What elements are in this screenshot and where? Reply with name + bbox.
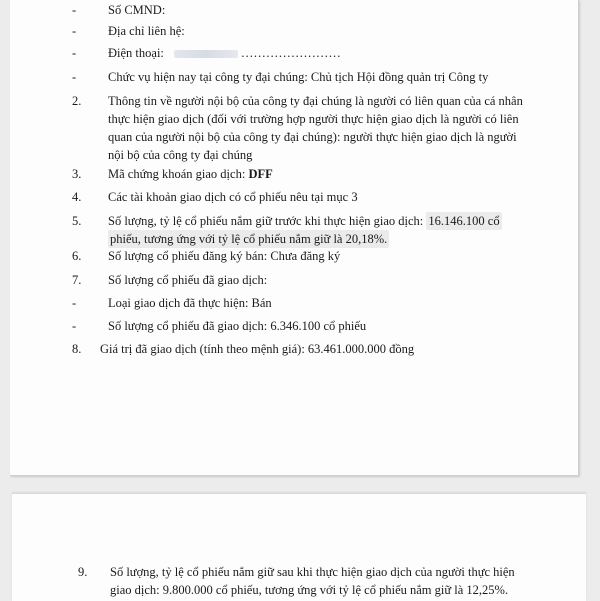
item-3-text: [108, 165, 273, 183]
item-8-text: Giá trị đã giao dịch (tính theo mệnh giá): 63.461.000.000 đồng: [100, 342, 415, 356]
phone-field: [108, 44, 341, 62]
phone-label: Điện thoại:: [108, 46, 164, 60]
phone-dots: ……………………: [240, 46, 341, 60]
list-marker: 9.: [78, 565, 88, 579]
item-2-line: Thông tin về người nội bộ của công ty đại chúng là người có liên quan của cá nhân: [108, 94, 523, 108]
list-marker: -: [72, 70, 77, 84]
item-2-line: thực hiện giao dịch (đối với trường hợp người thực hiện giao dịch là người có liên: [108, 112, 519, 126]
item-2-text: [108, 92, 523, 164]
list-marker: -: [72, 46, 77, 60]
item-2-line: nội bộ của công ty đại chúng: [108, 148, 253, 162]
list-marker: -: [72, 3, 77, 17]
list-marker: 4.: [72, 190, 82, 204]
redacted-phone: [174, 50, 238, 58]
document-page-1: [10, 0, 579, 476]
stock-code: DFF: [248, 167, 273, 181]
item-6-text: Số lượng cổ phiếu đăng ký bán: Chưa đăng ký: [108, 249, 341, 263]
item-4-text: Các tài khoản giao dịch có cổ phiếu nêu tại mục 3: [108, 190, 358, 204]
id-number-label: Số CMND:: [108, 3, 166, 17]
item-9-text: [110, 563, 515, 599]
traded-quantity: Số lượng cổ phiếu đã giao dịch: 6.346.100 cổ phiếu: [108, 319, 367, 333]
document-page-2: [12, 493, 586, 601]
item-9-line: giao dịch: 9.800.000 cổ phiếu, tương ứng với tỷ lệ cổ phiếu nắm giữ là 12,25%.: [110, 583, 509, 597]
transaction-type: Loại giao dịch đã thực hiện: Bán: [108, 296, 272, 310]
stock-code-label: Mã chứng khoán giao dịch:: [108, 167, 249, 181]
address-label: Địa chỉ liên hệ:: [108, 24, 185, 38]
list-marker: -: [72, 296, 77, 310]
list-marker: -: [72, 24, 77, 38]
list-marker: -: [72, 319, 77, 333]
list-marker: 2.: [72, 94, 82, 108]
list-marker: 7.: [72, 273, 82, 287]
position-text: Chức vụ hiện nay tại công ty đại chúng: Chủ tịch Hội đồng quản trị Công ty: [108, 70, 489, 84]
item-9-line: Số lượng, tỷ lệ cổ phiếu nắm giữ sau khi thực hiện giao dịch của người thực hiện: [110, 565, 515, 579]
item-2-line: quan của người nội bộ của công ty đại chúng): người thực hiện giao dịch là người: [108, 130, 517, 144]
list-marker: 3.: [72, 167, 82, 181]
list-marker: 6.: [72, 249, 82, 263]
item-5-line1: Số lượng, tỷ lệ cổ phiếu nắm giữ trước khi thực hiện giao dịch:: [108, 214, 427, 228]
list-marker: 8.: [72, 342, 82, 356]
item-7-text: Số lượng cổ phiếu đã giao dịch:: [108, 273, 268, 287]
highlighted-value: 16.146.100 cổ: [428, 214, 500, 228]
list-marker: 5.: [72, 214, 82, 228]
highlighted-value: phiếu, tương ứng với tỷ lệ cổ phiếu nắm giữ là 20,18%.: [110, 232, 388, 246]
item-5-text: [108, 212, 502, 248]
